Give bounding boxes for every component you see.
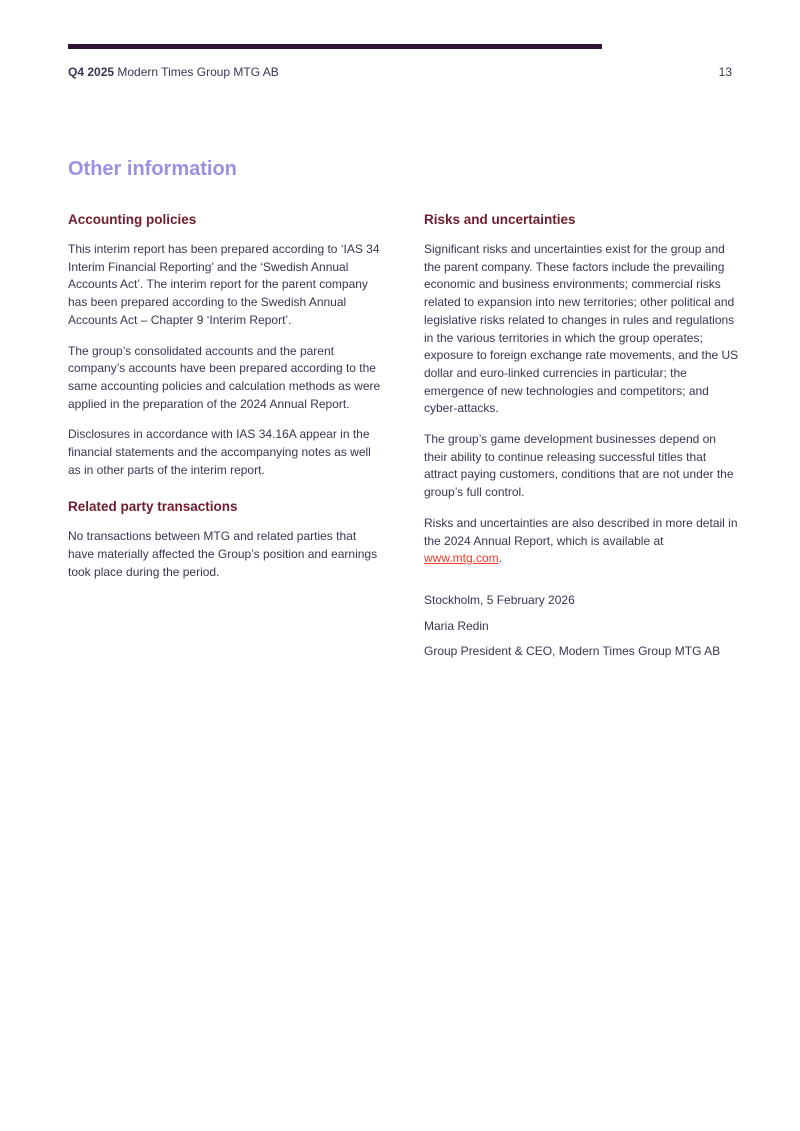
report-header-line: [68, 65, 279, 80]
section-accounting-policies: [68, 212, 384, 479]
report-issue: Q4 2025: [68, 65, 118, 79]
left-column: [68, 212, 384, 669]
section-heading: Accounting policies: [68, 212, 197, 227]
two-column-layout: [68, 212, 739, 669]
page-title: Other information: [68, 158, 237, 180]
paragraph: This interim report has been prepared according to ‘IAS 34 Interim Financial Reporting’ and the ‘Swedish Annual Accounts Act’. The interim report for the parent company has been prepared according to the Swedish Annual Accounts Act – Chapter 9 ‘Interim Report’.: [68, 242, 380, 327]
section-heading: Related party transactions: [68, 499, 238, 515]
company-name: Modern Times Group MTG AB: [117, 65, 279, 79]
paragraph: [424, 515, 740, 568]
signature-block: [424, 592, 740, 661]
right-column: [424, 212, 740, 669]
paragraph: The group’s consolidated accounts and the parent company’s accounts have been prepared according to the same accounting policies and calculation methods as were applied in the preparation of the 2024 Annual Report.: [68, 343, 381, 411]
link-suffix: .: [498, 551, 503, 566]
mtg-website-link[interactable]: www.mtg.com: [424, 551, 499, 566]
section-risks-and-uncertainties: [424, 212, 740, 568]
page-header: [68, 65, 732, 80]
signature-title: Group President & CEO, Modern Times Group MTG AB: [424, 644, 721, 659]
paragraph: The group’s game development businesses depend on their ability to continue releasing successful titles that attract paying customers, conditions that are not under the group’s full control.: [424, 432, 734, 500]
page-number: 13: [718, 65, 732, 79]
section-heading: Risks and uncertainties: [424, 212, 576, 227]
signature-name: Maria Redin: [424, 618, 489, 633]
signature-place-date: Stockholm, 5 February 2026: [424, 592, 575, 607]
top-rule: [68, 44, 602, 49]
paragraph-text: Risks and uncertainties are also described in more detail in the 2024 Annual Report, which is available at: [424, 515, 738, 548]
section-related-party-transactions: [68, 499, 384, 581]
paragraph: Disclosures in accordance with IAS 34.16A appear in the financial statements and the accompanying notes as well as in other parts of the interim report.: [68, 427, 371, 477]
paragraph: No transactions between MTG and related parties that have materially affected the Group’s position and earnings took place during the period.: [68, 529, 378, 579]
paragraph: Significant risks and uncertainties exist for the group and the parent company. These factors include the prevailing economic and business environments; commercial risks related to expansion into new territories; other political and legislative risks related to changes in rules and regulations in the various territories in which the group operates; exposure to foreign exchange rate movements, and the US dollar and euro-linked currencies in particular; the emergence of new technologies and competitors; and cyber-attacks.: [424, 242, 739, 416]
